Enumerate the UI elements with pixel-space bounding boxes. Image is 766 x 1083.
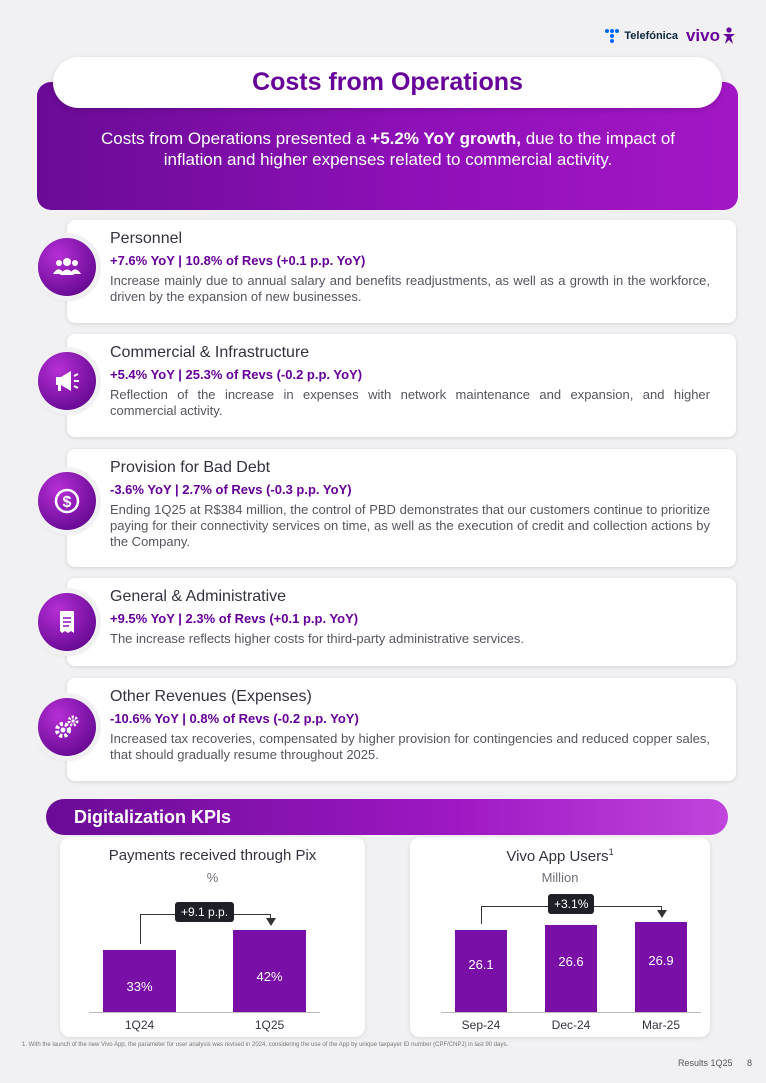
dollar-icon bbox=[38, 472, 96, 530]
pix-chart-panel bbox=[60, 837, 365, 1037]
telefonica-dots-icon bbox=[605, 29, 621, 43]
card-commercial-infrastructure bbox=[67, 334, 736, 437]
card-general-administrative bbox=[67, 578, 736, 666]
delta-badge: +9.1 p.p. bbox=[175, 902, 234, 922]
bar-value-label: 42% bbox=[256, 968, 283, 984]
delta-badge: +3.1% bbox=[548, 894, 594, 914]
chart-baseline bbox=[441, 1012, 701, 1013]
card-metric: +9.5% YoY | 2.3% of Revs (+0.1 p.p. YoY) bbox=[110, 611, 359, 626]
bar-value-label: 26.6 bbox=[558, 954, 584, 969]
delta-arrow-icon bbox=[266, 918, 276, 926]
chart-title: Payments received through Pix bbox=[108, 847, 317, 864]
card-heading: Provision for Bad Debt bbox=[110, 459, 271, 476]
chart-bar bbox=[545, 925, 597, 1012]
x-tick-label: Dec-24 bbox=[551, 1018, 591, 1032]
card-heading: Other Revenues (Expenses) bbox=[110, 688, 312, 705]
brand-logos bbox=[605, 26, 736, 46]
chart-bar bbox=[103, 950, 176, 1012]
chart-title bbox=[410, 847, 710, 865]
kpi-section-title: Digitalization KPIs bbox=[74, 806, 232, 827]
telefonica-logo bbox=[605, 29, 678, 43]
bar-value-label: 26.9 bbox=[648, 952, 674, 968]
intro-text bbox=[90, 128, 686, 170]
delta-connector-left bbox=[140, 914, 141, 944]
bar-value-label: 26.1 bbox=[468, 956, 494, 972]
vivo-label: vivo bbox=[685, 26, 720, 45]
bar-value-label: 33% bbox=[126, 978, 153, 994]
card-heading: Personnel bbox=[110, 230, 183, 247]
chart-title-text: Vivo App Users bbox=[506, 848, 609, 865]
card-personnel bbox=[67, 220, 736, 323]
gears-icon bbox=[38, 698, 96, 756]
report-label: Results 1Q25 bbox=[677, 1058, 733, 1068]
vivo-figure-icon bbox=[722, 27, 736, 45]
receipt-icon bbox=[38, 593, 96, 651]
x-tick-label: Sep-24 bbox=[461, 1018, 501, 1032]
svg-text:$: $ bbox=[62, 494, 72, 511]
card-metric: -10.6% YoY | 0.8% of Revs (-0.2 p.p. YoY) bbox=[110, 711, 359, 726]
megaphone-icon bbox=[38, 352, 96, 410]
chart-unit: % bbox=[206, 870, 219, 885]
chart-unit: Million bbox=[541, 870, 579, 885]
x-tick-label: 1Q24 bbox=[124, 1018, 155, 1032]
page-reference bbox=[678, 1058, 752, 1068]
card-text: Ending 1Q25 at R$384 million, the control of PBD demonstrates that our customers continue to prioritize paying for their connectivity services on time, as well as the execution of credit and collection actions by the Company. bbox=[110, 502, 710, 549]
card-text: Reflection of the increase in expenses with network maintenance and expansion, and higher commercial activity. bbox=[110, 387, 710, 418]
chart-bar bbox=[233, 930, 306, 1012]
card-metric: +7.6% YoY | 10.8% of Revs (+0.1 p.p. YoY) bbox=[110, 253, 366, 268]
kpi-section-header bbox=[46, 799, 728, 835]
people-icon bbox=[38, 238, 96, 296]
card-bad-debt bbox=[67, 449, 736, 567]
card-heading: General & Administrative bbox=[110, 588, 287, 605]
app-users-chart-panel bbox=[410, 837, 710, 1037]
card-metric: +5.4% YoY | 25.3% of Revs (-0.2 p.p. YoY) bbox=[110, 367, 363, 382]
footnote: 1. With the launch of the new Vivo App, the parameter for user analysis was revised in 2024, considering the use of the App by unique taxpayer ID number (CPF/CNPJ) in last 90 days. bbox=[22, 1042, 509, 1048]
card-metric: -3.6% YoY | 2.7% of Revs (-0.3 p.p. YoY) bbox=[110, 482, 352, 497]
title-pill bbox=[53, 57, 722, 108]
chart-bar bbox=[635, 922, 687, 1012]
intro-post: due to the impact of inflation and higher expenses related to commercial activity. bbox=[163, 129, 676, 169]
delta-arrow-icon bbox=[657, 910, 667, 918]
intro-pre: Costs from Operations presented a bbox=[100, 129, 371, 148]
card-text: Increase mainly due to annual salary and benefits readjustments, as well as a growth in the workforce, driven by the expansion of new businesses. bbox=[110, 273, 710, 304]
page-title: Costs from Operations bbox=[252, 68, 523, 96]
card-text: The increase reflects higher costs for third-party administrative services. bbox=[110, 631, 524, 646]
chart-title-footnote-ref: 1 bbox=[608, 847, 614, 857]
delta-connector-left bbox=[481, 906, 482, 924]
intro-highlight: +5.2% YoY growth, bbox=[370, 129, 521, 148]
x-tick-label: 1Q25 bbox=[254, 1018, 285, 1032]
chart-baseline bbox=[89, 1012, 320, 1013]
card-other-revenues bbox=[67, 678, 736, 781]
card-heading: Commercial & Infrastructure bbox=[110, 344, 310, 361]
x-tick-label: Mar-25 bbox=[641, 1018, 680, 1032]
vivo-logo bbox=[686, 26, 736, 46]
card-text: Increased tax recoveries, compensated by higher provision for contingencies and reduced copper sales, that should gradually resume throughout 2025. bbox=[110, 731, 710, 762]
chart-bar bbox=[455, 930, 507, 1012]
page-number: 8 bbox=[746, 1058, 752, 1068]
telefonica-label: Telefónica bbox=[624, 30, 678, 42]
